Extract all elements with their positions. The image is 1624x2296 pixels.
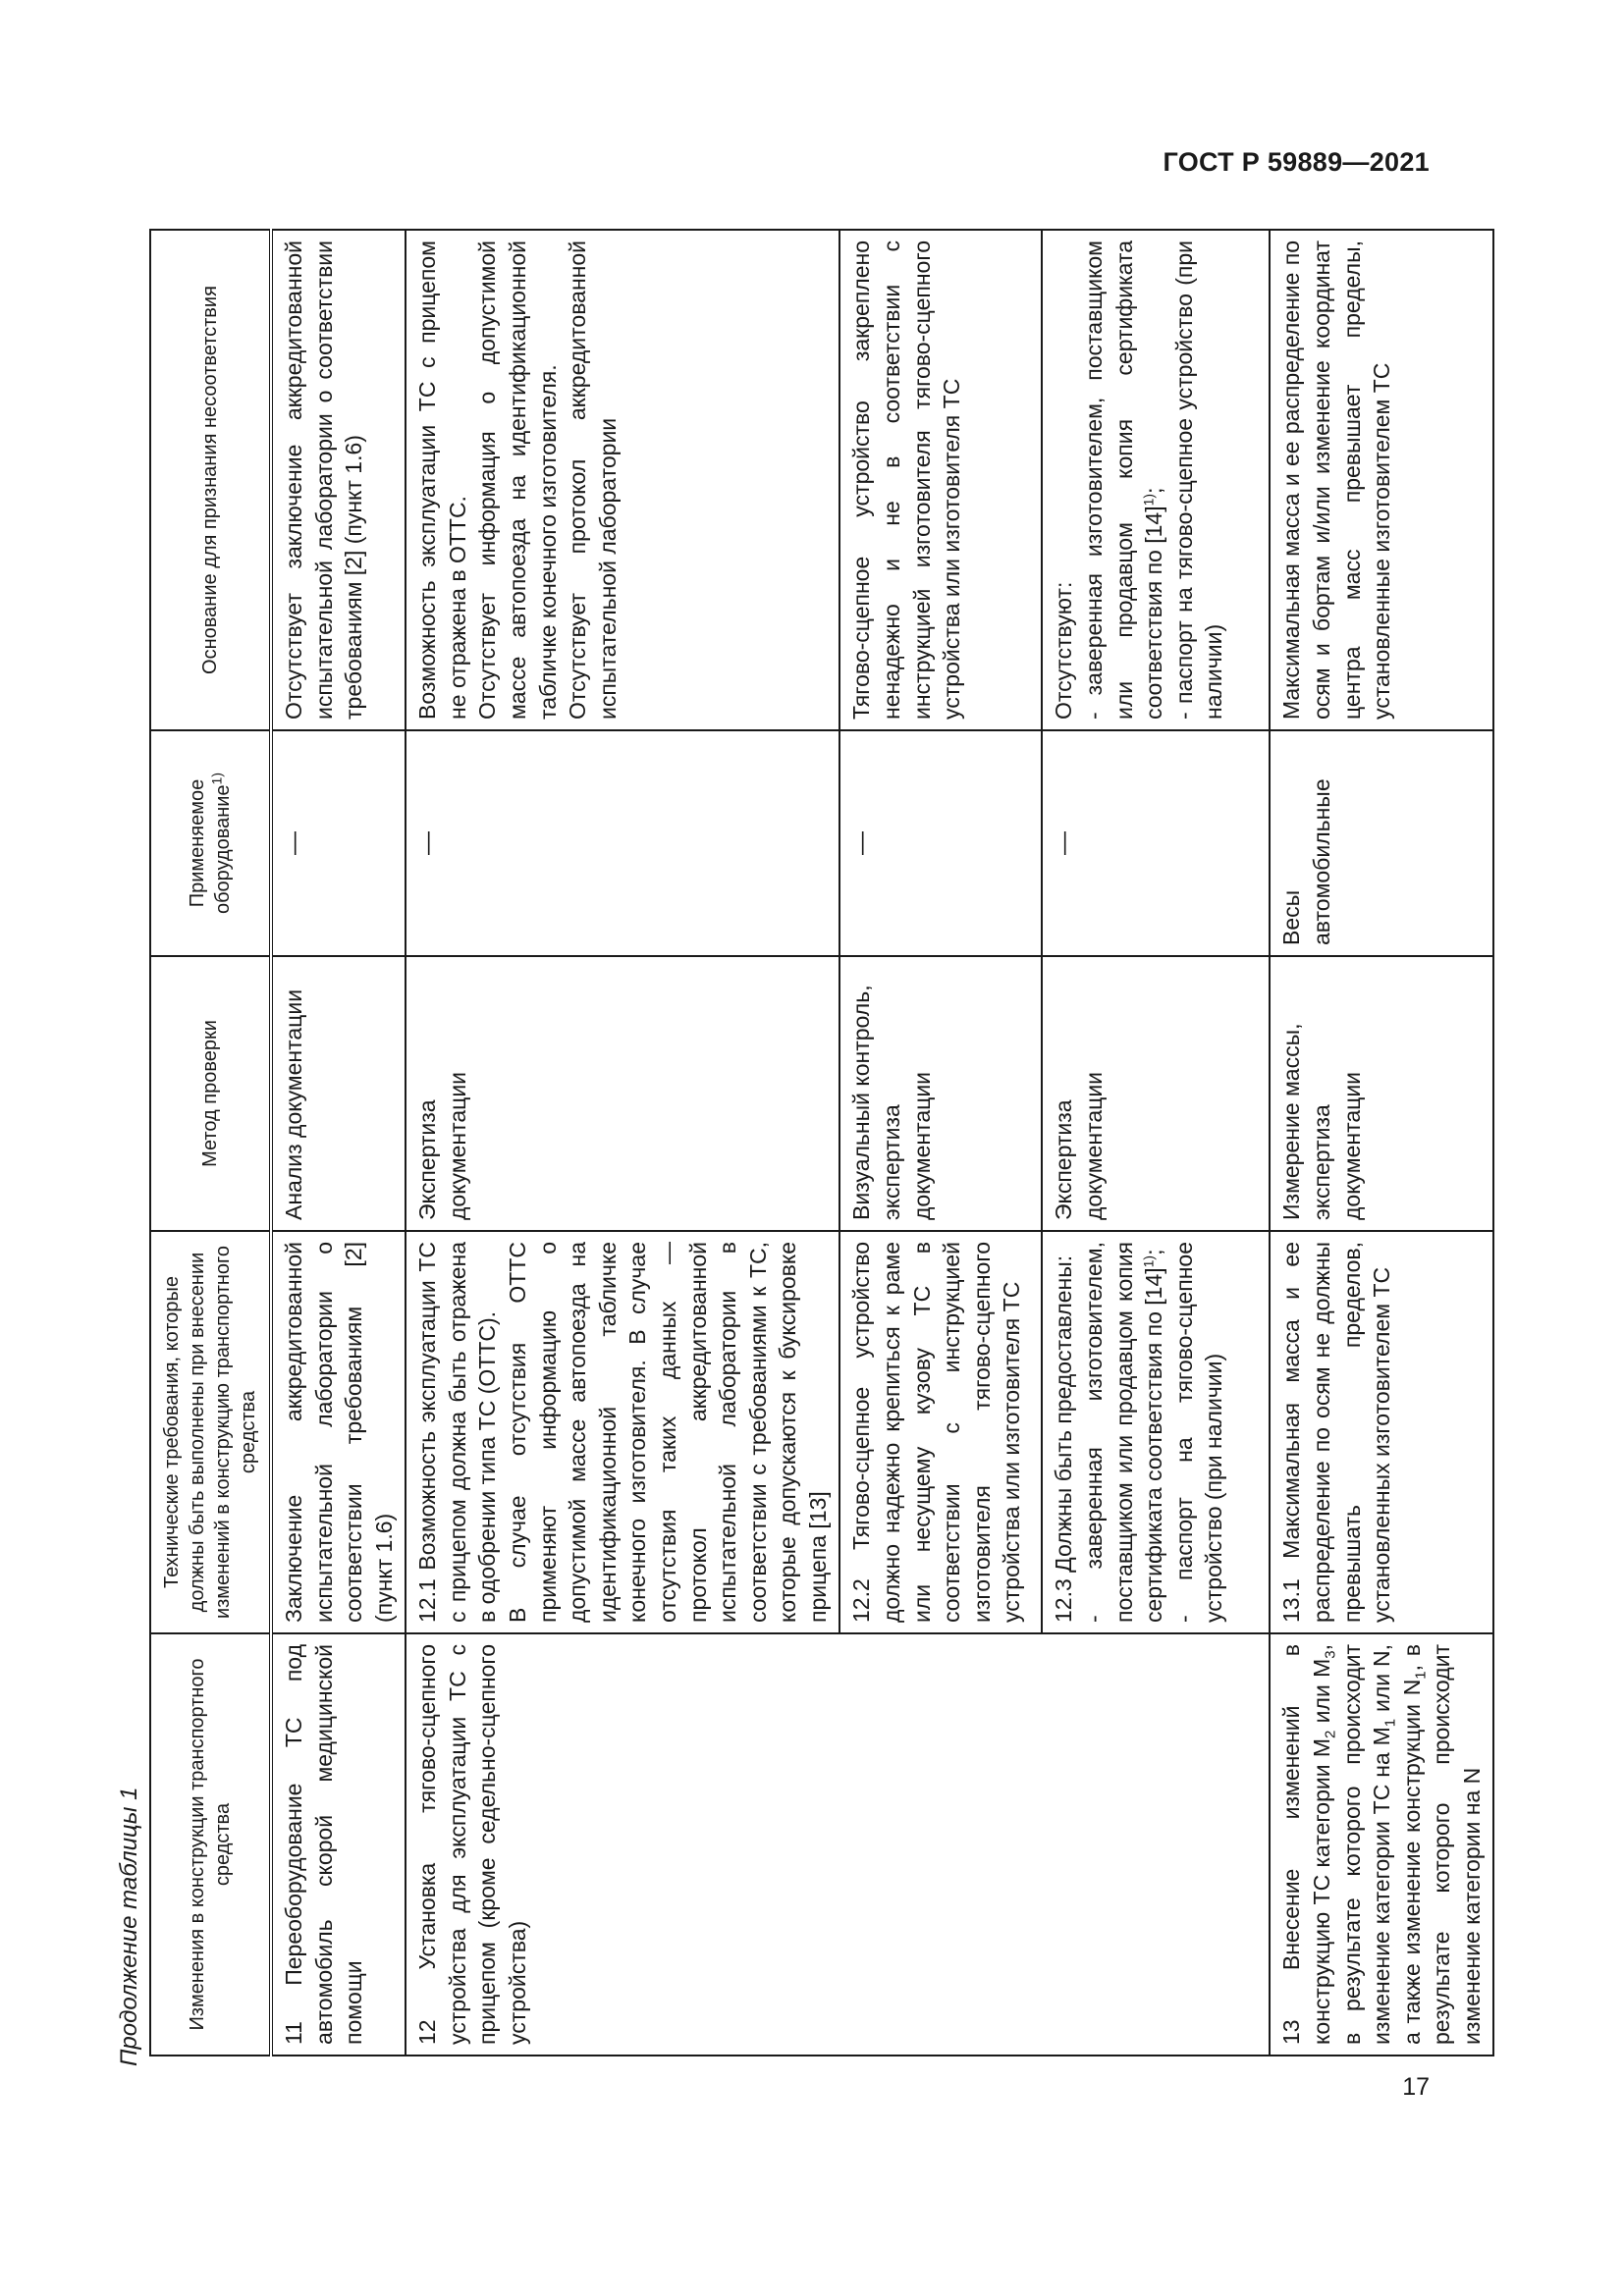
col-header-basis: Основание для признания несоответствия — [150, 230, 271, 730]
row11-method: Анализ документации — [271, 956, 406, 1231]
row12-1-equipment: — — [406, 730, 839, 956]
table-header-row — [150, 230, 271, 2056]
col-header-requirements: Технические требования, которые должны быть выполнены при внесении изменений в конструкцию транспортного средства — [150, 1231, 271, 1633]
row11-requirement: Заключение аккредитованной испытательной лаборатории о соответствии требованиям [2] (пункт 1.6) — [271, 1231, 406, 1633]
row12-1-method: Экспертиза документации — [406, 956, 839, 1231]
document-code: ГОСТ Р 59889—2021 — [1163, 147, 1430, 177]
row12-change: 12 Установка тягово-сцепного устройства для эксплуатации ТС с прицепом (кроме седельно-сцепного устройства) — [406, 1633, 1270, 2056]
row11-basis: Отсутствует заключение аккредитованной испытательной лаборатории о соответствии требованиям [2] (пункт 1.6) — [271, 230, 406, 730]
row13-change: 13 Внесение изменений в конструкцию ТС категории $M_2$ или $M_3$, в результате которого происходит изменение категории ТС на $M_1$ или N, а также изменение конструкции $N_1$, в результате которого происходит изменение категории на N — [1270, 1633, 1493, 2056]
col-header-change: Изменения в конструкции транспортного средства — [150, 1633, 271, 2056]
rotated-table-container — [149, 231, 1485, 2056]
col-header-method: Метод проверки — [150, 956, 271, 1231]
row13-requirement: 13.1 Максимальная масса и ее распределение по осям не должны превышать пределов, установленных изготовителем ТС — [1270, 1231, 1493, 1633]
row12-1-basis: Возможность эксплуатации ТС с прицепом не отражена в ОТТС. Отсутствует информация о допустимой массе автопоезда на идентификационной табличке конечного изготовителя. Отсутствует протокол аккредитованной испытательной лаборатории — [406, 230, 839, 730]
row12-3-basis: Отсутствуют: - заверенная изготовителем, поставщиком или продавцом копия сертификата соответствия по $[14]^{1)}$; - паспорт на тягово-сцепное устройство (при наличии) — [1042, 230, 1270, 730]
row11-change: 11 Переоборудование ТС под автомобиль скорой медицинской помощи — [271, 1633, 406, 2056]
page-number: 17 — [1402, 2073, 1430, 2101]
row12-2-method: Визуальный контроль, экспертиза документации — [839, 956, 1042, 1231]
row11-equipment: — — [271, 730, 406, 956]
table-row-13 — [1270, 230, 1493, 2056]
row13-basis: Максимальная масса и ее распределение по осям и бортам и/или изменение координат центра масс превышает пределы, установленные изготовителем ТС — [1270, 230, 1493, 730]
row13-method: Измерение массы, экспертиза документации — [1270, 956, 1493, 1231]
table-row-12-1 — [406, 230, 839, 2056]
row12-3-equipment: — — [1042, 730, 1270, 956]
row13-equipment: Весы автомобильные — [1270, 730, 1493, 956]
table-caption: Продолжение таблицы 1 — [116, 1787, 142, 2066]
row12-3-method: Экспертиза документации — [1042, 956, 1270, 1231]
row12-2-equipment: — — [839, 730, 1042, 956]
row12-1-requirement: 12.1 Возможность эксплуатации ТС с прицепом должна быть отражена в одобрении типа ТС (ОТТС). В случае отсутствия ОТТС применяют информацию о допустимой массе автопоезда на идентификационной табличке конечного изготовителя. В случае отсутствия таких данных — протокол аккредитованной испытательной лаборатории в соответствии с требованиями к ТС, которые допускаются к буксировке прицепа [13] — [406, 1231, 839, 1633]
col-header-equipment: Применяемое оборудование$^{1)}$ — [150, 730, 271, 956]
row12-2-basis: Тягово-сцепное устройство закреплено ненадежно и не в соответствии с инструкцией изготовителя тягово-сцепного устройства или изготовителя ТС — [839, 230, 1042, 730]
requirements-table — [149, 229, 1494, 2056]
row12-3-requirement: 12.3 Должны быть предоставлены: - заверенная изготовителем, поставщиком или продавцом копия сертификата соответствия по $[14]^{1)}$; - паспорт на тягово-сцепное устройство (при наличии) — [1042, 1231, 1270, 1633]
row12-2-requirement: 12.2 Тягово-сцепное устройство должно надежно крепиться к раме или несущему кузову ТС в соответствии с инструкцией изготовителя тягово-сцепного устройства или изготовителя ТС — [839, 1231, 1042, 1633]
table-row-11 — [271, 230, 406, 2056]
